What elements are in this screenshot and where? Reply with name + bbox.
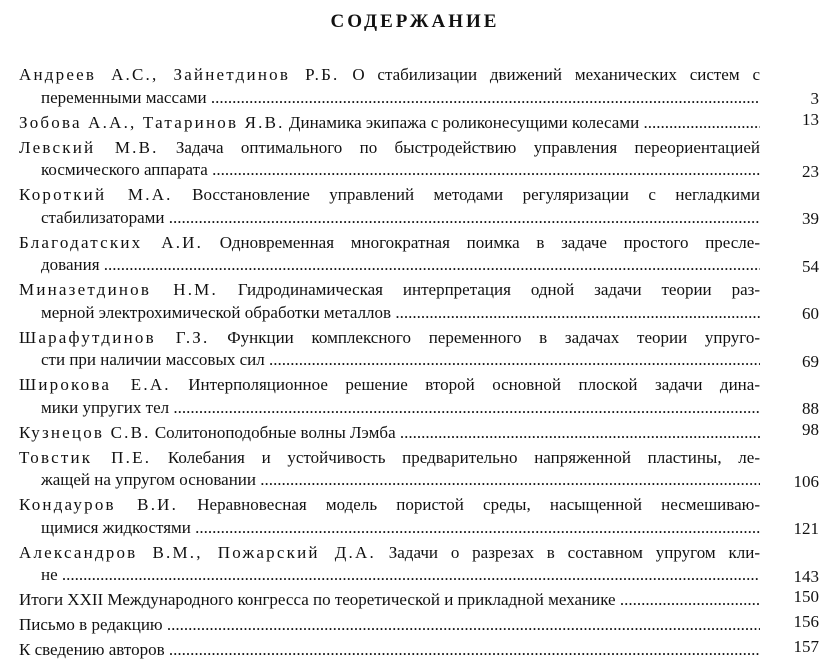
entry-title: К сведению авторов xyxy=(19,640,165,659)
entry-title-continued: мики упругих тел xyxy=(41,397,170,417)
toc-entry[interactable] xyxy=(19,137,819,182)
entry-author: Товстик П.Е. xyxy=(19,447,152,467)
entry-title: Одновременная многократная поимка в задаче простого пресле- xyxy=(203,232,760,252)
entry-author: Шарафутдинов Г.З. xyxy=(19,327,210,347)
page-number: 54 xyxy=(802,256,819,276)
entry-title-continued: дования xyxy=(41,255,100,274)
toc-entry[interactable] xyxy=(19,109,819,135)
entry-title: Солитоноподобные волны Лэмба xyxy=(150,422,396,442)
entry-title-continued: космического аппарата xyxy=(41,160,208,179)
entry-title: Гидродинамическая интерпретация одной задачи теории раз- xyxy=(217,280,760,299)
page-number: 157 xyxy=(793,637,819,656)
page-number: 23 xyxy=(802,161,819,181)
toc-entry[interactable] xyxy=(19,419,819,445)
toc-entry[interactable] xyxy=(19,279,819,324)
entry-title: Письмо в редакцию xyxy=(19,615,163,634)
page-number: 98 xyxy=(802,419,819,439)
entry-title-continued: переменными массами xyxy=(41,87,207,107)
entry-title: Колебания и устойчивость предварительно напряженной пластины, ле- xyxy=(151,447,760,467)
entry-title: Динамика экипажа с роликонесущими колесами xyxy=(284,112,640,132)
entry-author: Александров В.М., Пожарский Д.А. xyxy=(19,542,376,562)
entry-author: Кузнецов С.В. xyxy=(19,422,151,442)
toc-entry[interactable] xyxy=(19,447,819,492)
entry-author: Зобова А.А., Татаринов Я.В. xyxy=(19,112,285,132)
page-number: 106 xyxy=(793,471,819,491)
toc-entry[interactable] xyxy=(19,639,819,662)
page-number: 150 xyxy=(793,587,819,606)
page-number: 39 xyxy=(802,209,819,228)
page-title: СОДЕРЖАНИЕ xyxy=(330,11,500,32)
toc-entry[interactable] xyxy=(19,542,819,587)
entry-author: Кондауров В.И. xyxy=(19,495,179,514)
page-number: 121 xyxy=(793,519,819,538)
toc-entry[interactable] xyxy=(19,232,819,277)
entry-title: Задача оптимального по быстродействию управления переориентацией xyxy=(158,137,760,157)
toc-entry[interactable] xyxy=(19,614,819,637)
entry-title: О стабилизации движений механических систем с xyxy=(339,65,760,84)
entry-title-continued: стабилизаторами xyxy=(41,207,165,227)
toc-entry[interactable] xyxy=(19,589,819,612)
entry-title: Неравновесная модель пористой среды, насыщенной несмешиваю- xyxy=(178,495,760,514)
table-of-contents xyxy=(19,64,819,664)
entry-title: Интерполяционное решение второй основной плоской задачи дина- xyxy=(170,375,760,394)
toc-entry[interactable] xyxy=(19,374,819,419)
entry-author: Короткий М.А. xyxy=(19,185,173,204)
entry-author: Миназетдинов Н.М. xyxy=(19,280,218,299)
entry-title-continued: мерной электрохимической обработки металлов xyxy=(41,302,392,322)
toc-entry[interactable] xyxy=(19,184,819,229)
entry-author: Благодатских А.И. xyxy=(19,232,204,252)
entry-title-continued: жащей на упругом основании xyxy=(41,470,256,489)
page-number: 3 xyxy=(810,89,819,108)
page-number: 143 xyxy=(793,566,819,586)
toc-entry[interactable] xyxy=(19,327,819,372)
toc-entry[interactable] xyxy=(19,494,819,539)
entry-title-continued: не xyxy=(41,565,58,584)
page-number: 60 xyxy=(802,304,819,323)
entry-title: Задачи о разрезах в составном упругом кли- xyxy=(375,542,760,562)
entry-title-continued: сти при наличии массовых сил xyxy=(41,350,265,369)
page-number: 69 xyxy=(802,351,819,371)
page-number: 88 xyxy=(802,399,819,418)
page-number: 13 xyxy=(802,109,819,129)
entry-author: Широкова Е.А. xyxy=(19,375,171,394)
entry-title-continued: щимися жидкостями xyxy=(41,517,191,537)
entry-title: Функции комплексного переменного в задачах теории упруго- xyxy=(209,327,760,347)
page-number: 156 xyxy=(793,612,819,631)
toc-entry[interactable] xyxy=(19,64,819,109)
entry-author: Левский М.В. xyxy=(19,137,159,157)
entry-title: Итоги XXII Международного конгресса по теоретической и прикладной механике xyxy=(19,590,616,609)
entry-author: Андреев А.С., Зайнетдинов Р.Б. xyxy=(19,65,340,84)
entry-title: Восстановление управлений методами регуляризации с негладкими xyxy=(172,185,760,204)
